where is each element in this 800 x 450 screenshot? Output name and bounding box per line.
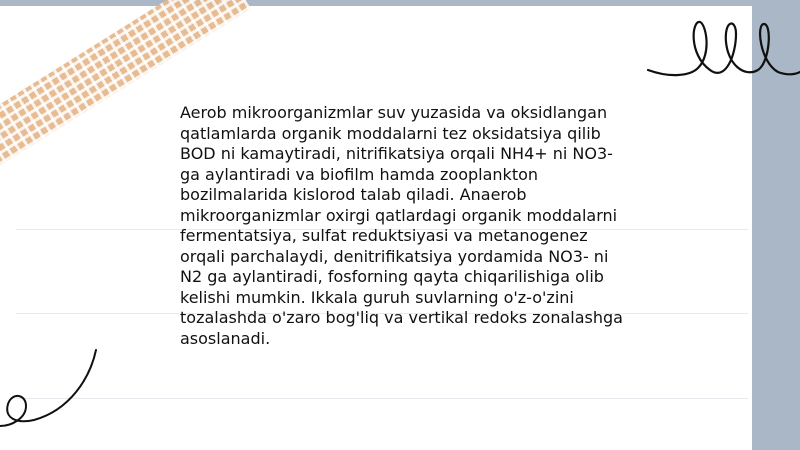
ruled-line — [16, 398, 748, 399]
body-paragraph: Aerob mikroorganizmlar suv yuzasida va oksidlangan qatlamlarda organik moddalarni tez oksidatsiya qilib BOD ni kamaytiradi, nitrifikatsiya orqali NH4+ ni NO3- ga aylantiradi va biofilm hamda zooplankton bozilmalarida kislorod talab qiladi. Anaerob mikroorganizmlar oxirgi qatlardagi organik moddalarni fermentatsiya, sulfat reduktsiyasi va metanogenez orqali parchalaydi, denitrifikatsiya yordamida NO3- ni N2 ga aylantiradi, fosforning qayta chiqarilishiga olib kelishi mumkin. Ikkala guruh suvlarning o'z-o'zini tozalashda o'zaro bog'liq va vertikal redoks zonalashga asoslanadi. — [180, 103, 623, 348]
swirl-doodle-bottom-left — [0, 348, 100, 428]
loop-doodle-top-right — [640, 14, 800, 84]
